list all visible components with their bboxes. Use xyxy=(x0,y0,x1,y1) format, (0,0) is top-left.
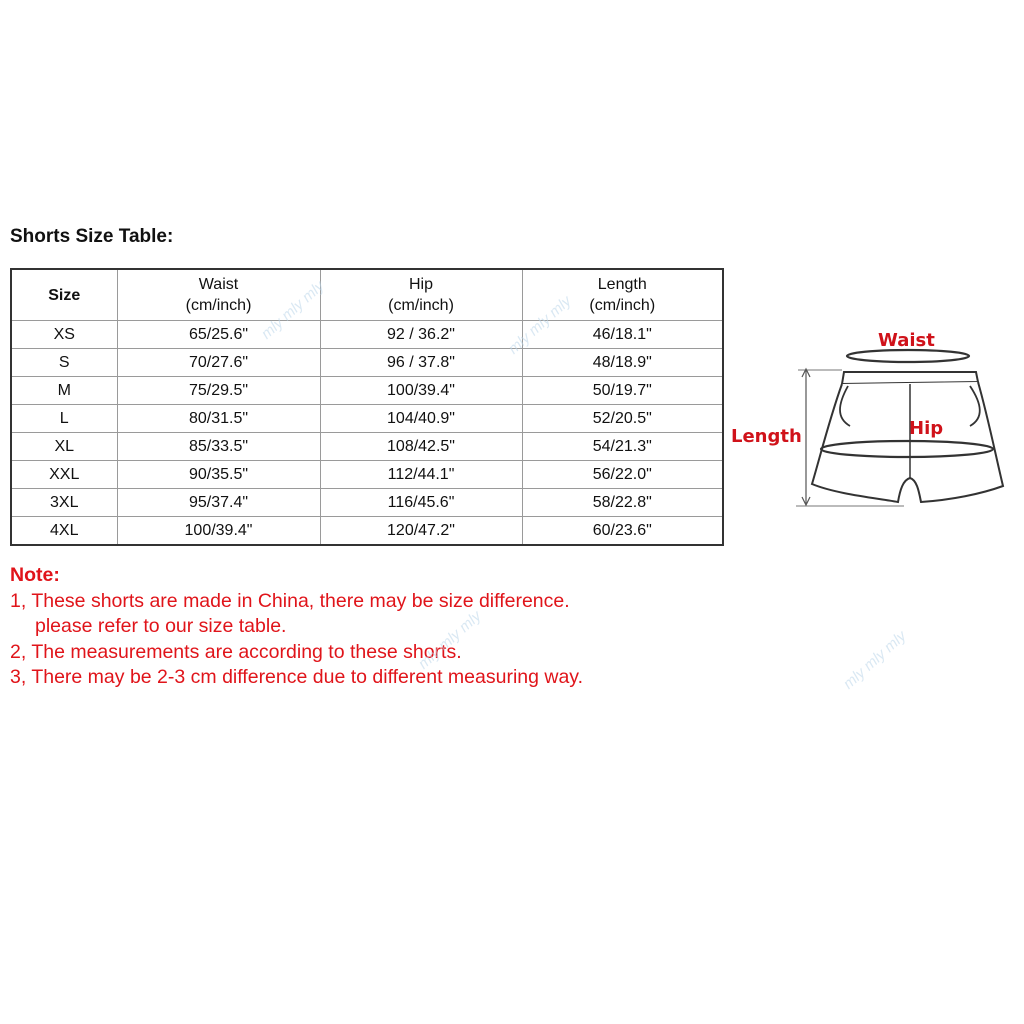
cell-hip: 108/42.5" xyxy=(320,433,522,461)
cell-waist: 75/29.5" xyxy=(117,377,320,405)
cell-length: 52/20.5" xyxy=(522,405,723,433)
header-waist-label: Waist xyxy=(198,276,239,293)
cell-hip: 120/47.2" xyxy=(320,517,522,546)
cell-waist: 70/27.6" xyxy=(117,349,320,377)
table-row xyxy=(11,377,723,405)
cell-size: M xyxy=(11,377,117,405)
cell-length: 50/19.7" xyxy=(522,377,723,405)
cell-size: XL xyxy=(11,433,117,461)
table-row xyxy=(11,405,723,433)
cell-size: 4XL xyxy=(11,517,117,546)
header-size xyxy=(11,269,117,321)
header-hip-label: Hip xyxy=(408,276,433,293)
header-waist-unit: (cm/inch) xyxy=(185,297,252,314)
table-header-row xyxy=(11,269,723,321)
watermark-2: mly mly mly xyxy=(505,292,575,358)
cell-length: 48/18.9" xyxy=(522,349,723,377)
cell-waist: 100/39.4" xyxy=(117,517,320,546)
cell-waist: 80/31.5" xyxy=(117,405,320,433)
cell-hip: 112/44.1" xyxy=(320,461,522,489)
length-label: Length xyxy=(731,426,802,447)
cell-size: 3XL xyxy=(11,489,117,517)
waist-measure-ring xyxy=(847,350,969,362)
cell-size: S xyxy=(11,349,117,377)
table-row xyxy=(11,517,723,546)
table-row xyxy=(11,321,723,349)
header-hip xyxy=(320,269,522,321)
cell-length: 56/22.0" xyxy=(522,461,723,489)
cell-waist: 95/37.4" xyxy=(117,489,320,517)
cell-hip: 96 / 37.8" xyxy=(320,349,522,377)
hip-label: Hip xyxy=(909,418,944,439)
table-row xyxy=(11,489,723,517)
notes-heading: Note: xyxy=(10,564,60,586)
cell-length: 54/21.3" xyxy=(522,433,723,461)
note-line-1: 1, These shorts are made in China, there may be size difference. xyxy=(10,589,570,612)
cell-size: XS xyxy=(11,321,117,349)
cell-size: XXL xyxy=(11,461,117,489)
cell-length: 60/23.6" xyxy=(522,517,723,546)
page-title: Shorts Size Table: xyxy=(10,226,174,247)
header-length-label: Length xyxy=(597,276,647,293)
shorts-waistband xyxy=(842,372,978,384)
shorts-illustration xyxy=(726,322,1016,522)
cell-size: L xyxy=(11,405,117,433)
notes-section xyxy=(10,563,583,691)
cell-length: 46/18.1" xyxy=(522,321,723,349)
waist-label: Waist xyxy=(878,330,935,351)
table-row xyxy=(11,461,723,489)
watermark-3: mly mly mly xyxy=(415,607,485,673)
cell-waist: 65/25.6" xyxy=(117,321,320,349)
header-hip-unit: (cm/inch) xyxy=(388,297,454,314)
table-row xyxy=(11,433,723,461)
header-length-unit: (cm/inch) xyxy=(589,297,656,314)
note-line-2: 2, The measurements are according to these shorts. xyxy=(10,640,462,663)
note-line-3: 3, There may be 2-3 cm difference due to different measuring way. xyxy=(10,666,584,688)
cell-waist: 85/33.5" xyxy=(117,433,320,461)
table-row xyxy=(11,349,723,377)
cell-hip: 104/40.9" xyxy=(320,405,522,433)
shorts-measurement-diagram xyxy=(726,322,1016,522)
size-table xyxy=(10,268,724,546)
cell-waist: 90/35.5" xyxy=(117,461,320,489)
header-size-label: Size xyxy=(48,286,81,304)
cell-hip: 92 / 36.2" xyxy=(320,321,522,349)
cell-length: 58/22.8" xyxy=(522,489,723,517)
note-line-1-continued: please refer to our size table. xyxy=(35,615,287,637)
watermark-1: mly mly mly xyxy=(258,277,328,343)
cell-hip: 116/45.6" xyxy=(320,489,522,517)
cell-hip: 100/39.4" xyxy=(320,377,522,405)
watermark-4: mly mly mly xyxy=(840,627,910,693)
